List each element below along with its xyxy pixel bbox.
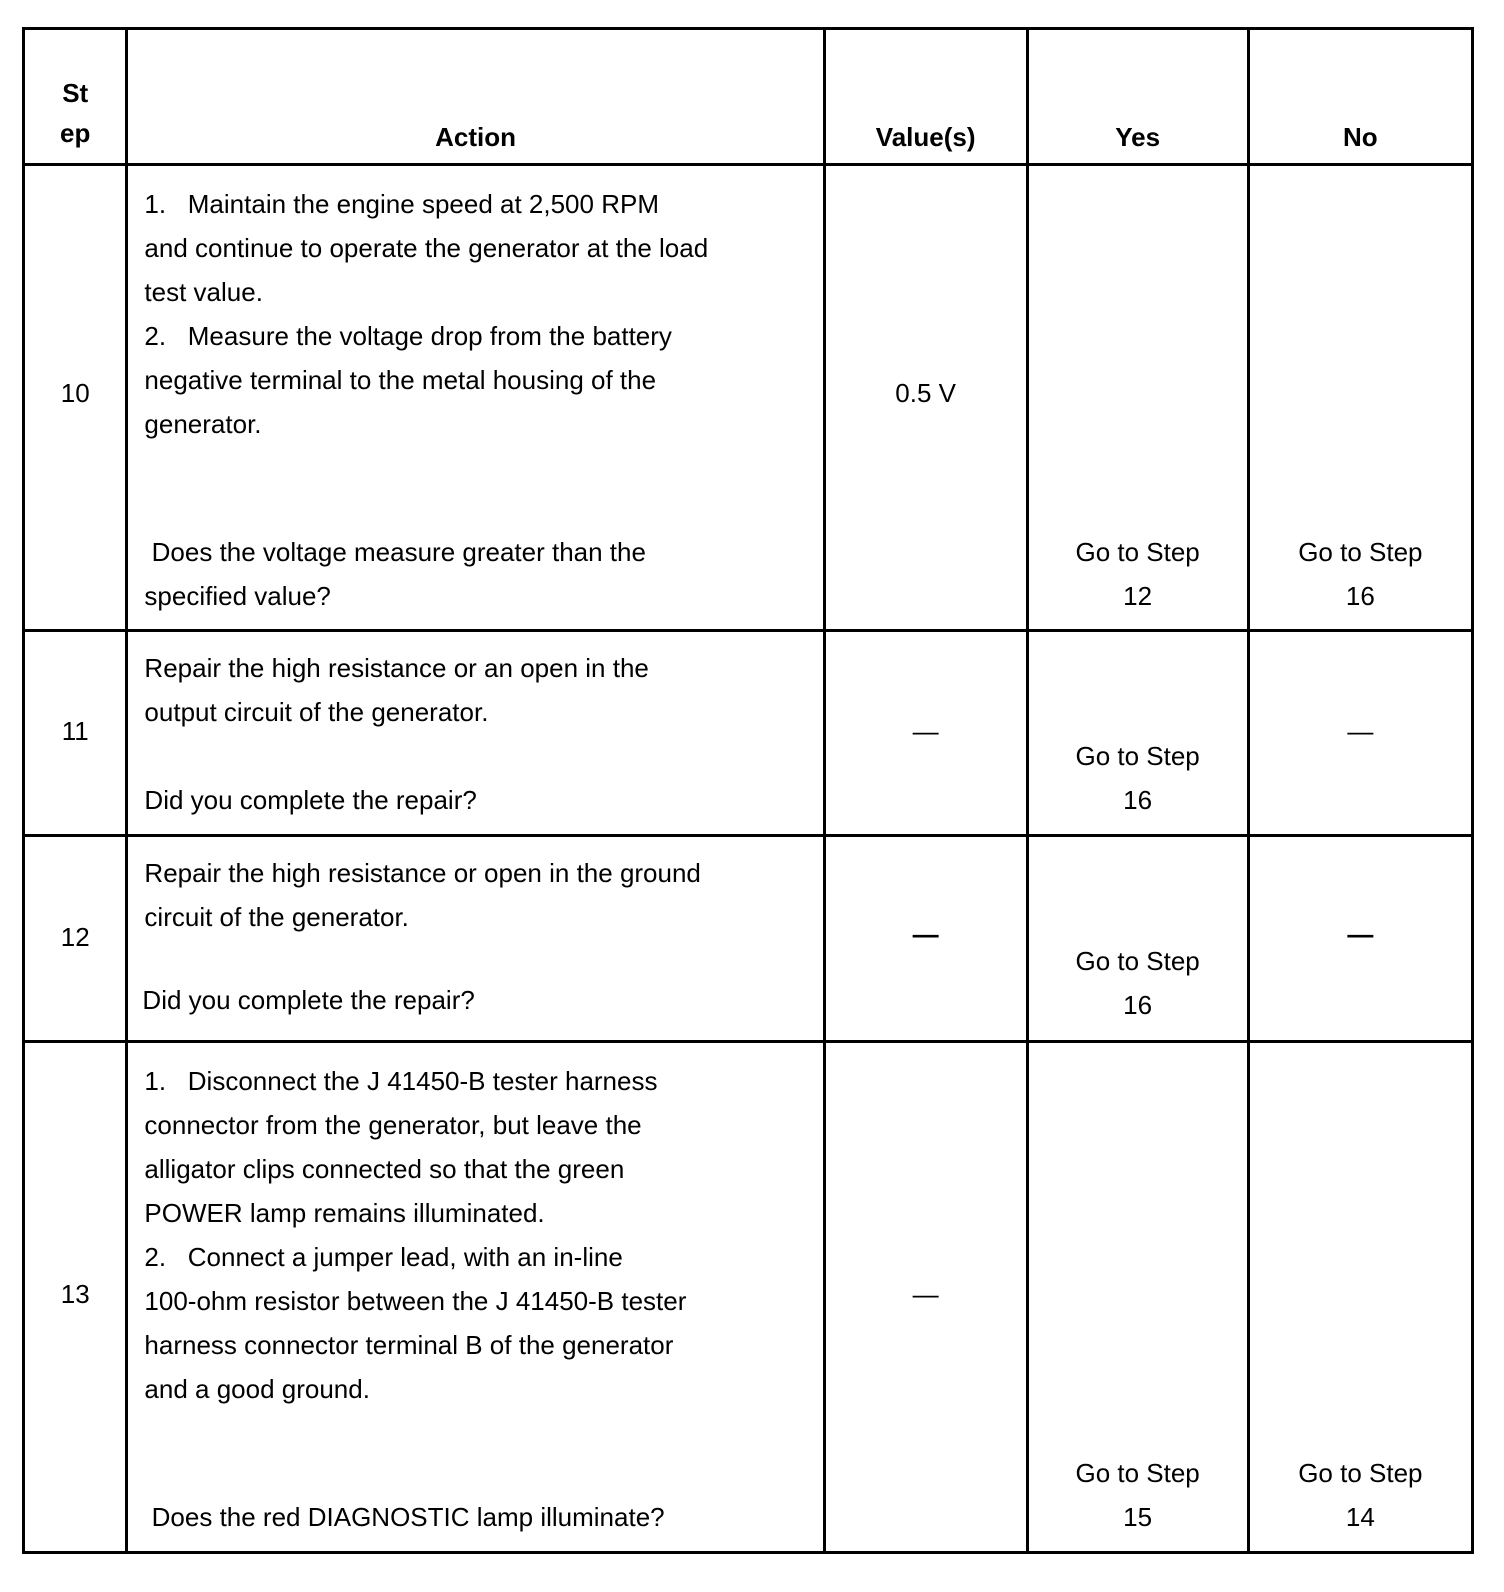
goto-step-number: 12 — [1123, 581, 1153, 611]
step-cell — [24, 631, 127, 836]
header-step-line1: St — [62, 78, 89, 108]
table-row — [24, 836, 1473, 1042]
action-line: circuit of the generator. — [144, 902, 409, 932]
value-text: 0.5 V — [895, 378, 957, 408]
step-number: 12 — [60, 922, 90, 952]
no-cell — [1248, 1042, 1472, 1553]
header-yes: Yes — [1027, 29, 1248, 165]
action-line: 2. Measure the voltage drop from the battery — [144, 321, 672, 351]
action-cell — [127, 836, 824, 1042]
question-line: specified value? — [144, 581, 331, 611]
header-action: Action — [127, 29, 824, 165]
yes-cell — [1027, 165, 1248, 631]
action-line: output circuit of the generator. — [144, 697, 489, 727]
header-step-line2: ep — [60, 118, 91, 148]
header-no: No — [1248, 29, 1472, 165]
step-cell — [24, 836, 127, 1042]
no-value: — — [1347, 919, 1374, 949]
question-line: Does the voltage measure greater than the — [144, 537, 646, 567]
action-cell — [127, 165, 824, 631]
table-row — [24, 631, 1473, 836]
action-question — [144, 530, 818, 618]
action-question — [144, 1495, 818, 1539]
goto-step-number: 16 — [1123, 990, 1153, 1020]
action-text — [144, 851, 818, 939]
action-line: 1. Disconnect the J 41450-B tester harness — [144, 1066, 658, 1096]
action-line: and a good ground. — [144, 1374, 370, 1404]
value-text: — — [912, 1279, 939, 1309]
no-cell — [1248, 165, 1472, 631]
action-line: generator. — [144, 409, 262, 439]
yes-goto — [1029, 939, 1247, 1027]
action-line: Repair the high resistance or open in the ground — [144, 858, 701, 888]
action-line: alligator clips connected so that the green — [144, 1154, 625, 1184]
goto-label: Go to Step — [1298, 537, 1423, 567]
action-line: connector from the generator, but leave the — [144, 1110, 642, 1140]
step-number: 13 — [60, 1279, 90, 1309]
action-line: 100-ohm resistor between the J 41450-B tester — [144, 1286, 687, 1316]
header-values: Value(s) — [824, 29, 1027, 165]
header-step — [24, 29, 127, 165]
question-line: Did you complete the repair? — [144, 785, 477, 815]
step-cell — [24, 1042, 127, 1553]
action-line: test value. — [144, 277, 263, 307]
goto-label: Go to Step — [1298, 1458, 1423, 1488]
action-line: 2. Connect a jumper lead, with an in-line — [144, 1242, 623, 1272]
action-line: 1. Maintain the engine speed at 2,500 RPM — [144, 189, 659, 219]
value-cell — [824, 836, 1027, 1042]
action-line: negative terminal to the metal housing of the — [144, 365, 657, 395]
yes-cell — [1027, 631, 1248, 836]
yes-goto — [1029, 1451, 1247, 1539]
action-text — [144, 1059, 818, 1411]
table-row — [24, 165, 1473, 631]
no-value: — — [1347, 716, 1374, 746]
value-cell — [824, 631, 1027, 836]
step-number: 11 — [61, 716, 89, 746]
step-cell — [24, 165, 127, 631]
yes-goto — [1029, 734, 1247, 822]
no-goto — [1250, 1451, 1471, 1539]
value-cell — [824, 165, 1027, 631]
no-cell — [1248, 836, 1472, 1042]
goto-label: Go to Step — [1075, 1458, 1200, 1488]
action-line: and continue to operate the generator at the load — [144, 233, 709, 263]
step-number: 10 — [60, 378, 90, 408]
action-text — [144, 182, 818, 446]
header-row — [24, 29, 1473, 165]
action-question — [142, 978, 818, 1022]
action-cell — [127, 631, 824, 836]
yes-cell — [1027, 1042, 1248, 1553]
no-cell — [1248, 631, 1472, 836]
no-goto — [1250, 530, 1471, 618]
action-question — [144, 778, 818, 822]
action-cell — [127, 1042, 824, 1553]
question-line: Does the red DIAGNOSTIC lamp illuminate? — [144, 1502, 665, 1532]
goto-step-number: 16 — [1345, 581, 1375, 611]
goto-step-number: 15 — [1123, 1502, 1153, 1532]
table-row — [24, 1042, 1473, 1553]
action-text — [144, 646, 818, 734]
value-text: — — [912, 716, 939, 746]
value-cell — [824, 1042, 1027, 1553]
yes-cell — [1027, 836, 1248, 1042]
diagnostic-table — [22, 27, 1474, 1554]
action-line: POWER lamp remains illuminated. — [144, 1198, 545, 1228]
goto-step-number: 16 — [1123, 785, 1153, 815]
question-line: Did you complete the repair? — [142, 985, 475, 1015]
goto-label: Go to Step — [1075, 537, 1200, 567]
goto-label: Go to Step — [1075, 741, 1200, 771]
action-line: Repair the high resistance or an open in the — [144, 653, 649, 683]
value-text: — — [912, 919, 939, 949]
yes-goto — [1029, 530, 1247, 618]
goto-step-number: 14 — [1345, 1502, 1375, 1532]
goto-label: Go to Step — [1075, 946, 1200, 976]
action-line: harness connector terminal B of the generator — [144, 1330, 674, 1360]
